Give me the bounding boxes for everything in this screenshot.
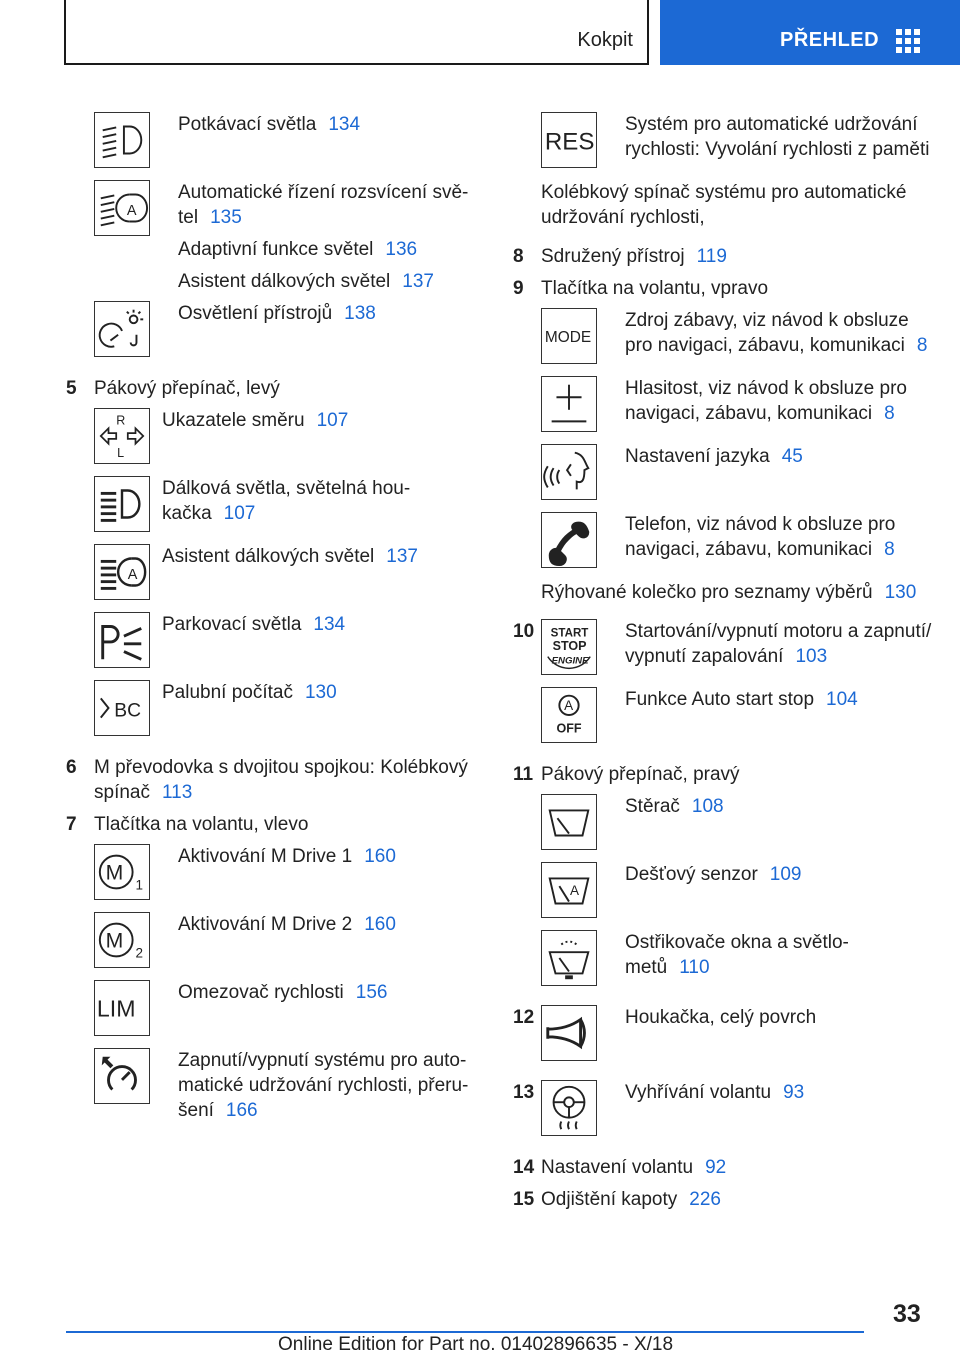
- entry-volume: Hlasitost, viz návod k obsluze pro: [625, 378, 907, 399]
- auto-start-stop-icon: [541, 687, 597, 743]
- page-ref[interactable]: 108: [691, 796, 724, 817]
- overview-tab[interactable]: [660, 0, 960, 65]
- entry-auto-start-stop: Funkce Auto start stop 104: [625, 689, 858, 710]
- entry-speed-limiter: Omezovač rychlosti 156: [178, 982, 388, 1003]
- mode-icon: [541, 308, 597, 364]
- entry-parking-light: Parkovací světla 134: [162, 614, 346, 635]
- item-number: 5: [66, 378, 77, 399]
- item-hood-release: Odjištění kapoty 226: [541, 1189, 721, 1210]
- entry-resume-speed: Systém pro automatické udržování: [625, 114, 918, 135]
- svg-text:1: 1: [135, 877, 144, 893]
- item-instrument-cluster: Sdružený přístroj 119: [541, 246, 727, 267]
- overview-tab-label: PŘEHLED: [780, 29, 880, 51]
- entry-volume-cont: navigaci, zábavu, komunikaci 8: [625, 403, 895, 424]
- icon-text-mode: MODE: [544, 328, 592, 346]
- rain-sensor-icon: [541, 862, 597, 918]
- icon-letter-a: A: [126, 202, 137, 219]
- page-ref[interactable]: 8: [884, 403, 895, 424]
- entry-board-computer: Palubní počítač 130: [162, 682, 337, 703]
- entry-washer: Ostřikovače okna a světlo-: [625, 932, 849, 953]
- page-ref[interactable]: 130: [304, 682, 337, 703]
- volume-icon: [541, 376, 597, 432]
- entry-rain-sensor: Dešťový senzor 109: [625, 864, 802, 885]
- page-number: 33: [893, 1300, 921, 1328]
- entry-phone: Telefon, viz návod k obsluze pro: [625, 514, 896, 535]
- footer-divider: [66, 1331, 864, 1333]
- page-ref[interactable]: 160: [364, 846, 396, 867]
- page-ref[interactable]: 8: [916, 335, 928, 356]
- header-section-box: [64, 0, 649, 65]
- page-ref[interactable]: 119: [696, 246, 727, 267]
- page-ref[interactable]: 135: [210, 207, 242, 228]
- item-number: 12: [513, 1007, 535, 1028]
- item-steering-adjust: Nastavení volantu 92: [541, 1157, 727, 1178]
- page-ref[interactable]: 107: [223, 503, 256, 524]
- item-number: 13: [513, 1082, 535, 1103]
- svg-text:A: A: [569, 882, 579, 898]
- entry-washer-cont: metů 110: [625, 957, 710, 978]
- item-dct: M převodovka s dvojitou spojkou: Kolébkový: [94, 757, 468, 778]
- footer-edition: Online Edition for Part no. 01402896635 - X/18: [278, 1334, 674, 1355]
- svg-text:M: M: [105, 929, 124, 953]
- item-right-wheel-buttons: Tlačítka na volantu, vpravo: [541, 278, 769, 299]
- entry-cruise-control-cont2: šení 166: [178, 1100, 258, 1121]
- low-beam-icon: [94, 112, 150, 168]
- page-ref[interactable]: 226: [689, 1189, 721, 1210]
- entry-m-drive-1: Aktivování M Drive 1 160: [178, 846, 396, 867]
- svg-text:OFF: OFF: [556, 721, 582, 736]
- icon-letter-r: R: [116, 413, 126, 428]
- resume-speed-icon: [541, 112, 597, 168]
- page-ref[interactable]: 104: [826, 689, 858, 710]
- speed-limiter-icon: [94, 980, 150, 1036]
- page-ref[interactable]: 137: [386, 546, 418, 567]
- icon-letter-l: L: [117, 446, 125, 461]
- item-dct-cont: spínač 113: [94, 782, 193, 803]
- entry-wiper: Stěrač 108: [625, 796, 724, 817]
- item-left-lever: Pákový přepínač, levý: [94, 378, 280, 399]
- page-ref[interactable]: 136: [385, 239, 418, 260]
- entry-phone-cont: navigaci, zábavu, komunikaci 8: [625, 539, 895, 560]
- item-number: 15: [513, 1189, 535, 1210]
- start-stop-icon: [541, 619, 597, 675]
- entry-adaptive-light: Adaptivní funkce světel 136: [178, 239, 418, 260]
- page-ref[interactable]: 156: [355, 982, 388, 1003]
- horn-icon: [541, 1005, 597, 1061]
- page-ref[interactable]: 110: [679, 957, 710, 978]
- wiper-icon: [541, 794, 597, 850]
- entry-cruise-control-cont: matické udržování rychlosti, přeru-: [178, 1075, 469, 1096]
- item-number: 10: [513, 621, 535, 642]
- entry-entertainment-source: Zdroj zábavy, viz návod k obsluze: [625, 310, 909, 331]
- steering-heating-icon: [541, 1080, 597, 1136]
- page-ref[interactable]: 103: [795, 646, 828, 667]
- page-ref[interactable]: 160: [364, 914, 396, 935]
- entry-start-stop: Startování/vypnutí motoru a zapnutí/: [625, 621, 932, 642]
- page-ref[interactable]: 138: [344, 303, 376, 324]
- item-left-wheel-buttons: Tlačítka na volantu, vlevo: [94, 814, 309, 835]
- washer-icon: [541, 930, 597, 986]
- item-number: 8: [513, 246, 524, 267]
- item-number: 9: [513, 278, 524, 299]
- entry-cruise-control: Zapnutí/vypnutí systému pro auto-: [178, 1050, 467, 1071]
- entry-entertainment-source-cont: pro navigaci, zábavu, komunikaci 8: [625, 335, 928, 356]
- entry-scroll-wheel: Rýhované kolečko pro seznamy výběrů 130: [541, 582, 917, 603]
- entry-rocker-switch: Kolébkový spínač systému pro automatické: [541, 182, 907, 203]
- entry-low-beam: Potkávací světla 134: [178, 114, 361, 135]
- entry-auto-headlight-cont: tel 135: [178, 207, 242, 228]
- item-number: 6: [66, 757, 77, 778]
- item-number: 11: [513, 764, 534, 785]
- entry-horn: Houkačka, celý povrch: [625, 1007, 817, 1028]
- entry-start-stop-cont: vypnutí zapalování 103: [625, 646, 828, 667]
- cruise-control-icon: [94, 1048, 150, 1104]
- svg-text:START: START: [550, 627, 589, 640]
- phone-icon: [541, 512, 597, 568]
- entry-rocker-switch-cont: udržování rychlosti,: [541, 207, 705, 228]
- svg-text:2: 2: [135, 945, 144, 961]
- page-ref[interactable]: 92: [705, 1157, 727, 1178]
- icon-text-res: RES: [544, 128, 595, 156]
- high-beam-icon: [94, 476, 150, 532]
- page-ref[interactable]: 45: [781, 446, 803, 467]
- page-ref[interactable]: 166: [225, 1100, 258, 1121]
- entry-high-beam-cont: kačka 107: [162, 503, 256, 524]
- entry-high-beam-assistant-2: Asistent dálkových světel 137: [162, 546, 418, 567]
- entry-m-drive-2: Aktivování M Drive 2 160: [178, 914, 396, 935]
- svg-text:M: M: [105, 861, 124, 885]
- page-ref[interactable]: 134: [313, 614, 346, 635]
- item-number: 7: [66, 814, 77, 835]
- turn-signal-icon: [94, 408, 150, 464]
- page-ref[interactable]: 137: [402, 271, 434, 292]
- page-ref[interactable]: 113: [161, 782, 193, 803]
- auto-headlight-icon: [94, 180, 150, 236]
- svg-text:ENGINE: ENGINE: [551, 655, 589, 667]
- entry-language: Nastavení jazyka 45: [625, 446, 803, 467]
- instrument-lighting-icon: [94, 301, 150, 357]
- grid-icon: [896, 29, 920, 53]
- parking-light-icon: [94, 612, 150, 668]
- page-ref[interactable]: 93: [783, 1082, 805, 1103]
- icon-text-lim: LIM: [96, 995, 136, 1022]
- entry-resume-speed-cont: rychlosti: Vyvolání rychlosti z paměti: [625, 139, 930, 160]
- page-ref[interactable]: 109: [769, 864, 802, 885]
- section-title: Kokpit: [577, 29, 633, 51]
- m-drive-1-icon: [94, 844, 150, 900]
- entry-high-beam-assistant: Asistent dálkových světel 137: [178, 271, 434, 292]
- item-right-lever: Pákový přepínač, pravý: [541, 764, 740, 785]
- svg-text:A: A: [564, 698, 574, 714]
- page-ref[interactable]: 130: [884, 582, 917, 603]
- m-drive-2-icon: [94, 912, 150, 968]
- entry-instrument-lighting: Osvětlení přístrojů 138: [178, 303, 376, 324]
- entry-steering-heating: Vyhřívání volantu 93: [625, 1082, 805, 1103]
- entry-turn-signal: Ukazatele směru 107: [162, 410, 349, 431]
- item-number: 14: [513, 1157, 535, 1178]
- page-ref[interactable]: 107: [316, 410, 349, 431]
- entry-high-beam: Dálková světla, světelná hou-: [162, 478, 411, 499]
- entry-auto-headlight: Automatické řízení rozsvícení svě-: [178, 182, 469, 203]
- board-computer-icon: [94, 680, 150, 736]
- icon-text-bc: BC: [114, 700, 142, 722]
- high-beam-assistant-icon: [94, 544, 150, 600]
- icon-letter-a: A: [127, 566, 138, 583]
- page-ref[interactable]: 8: [884, 539, 895, 560]
- page-ref[interactable]: 134: [328, 114, 361, 135]
- svg-text:STOP: STOP: [552, 638, 587, 653]
- voice-command-icon: [541, 444, 597, 500]
